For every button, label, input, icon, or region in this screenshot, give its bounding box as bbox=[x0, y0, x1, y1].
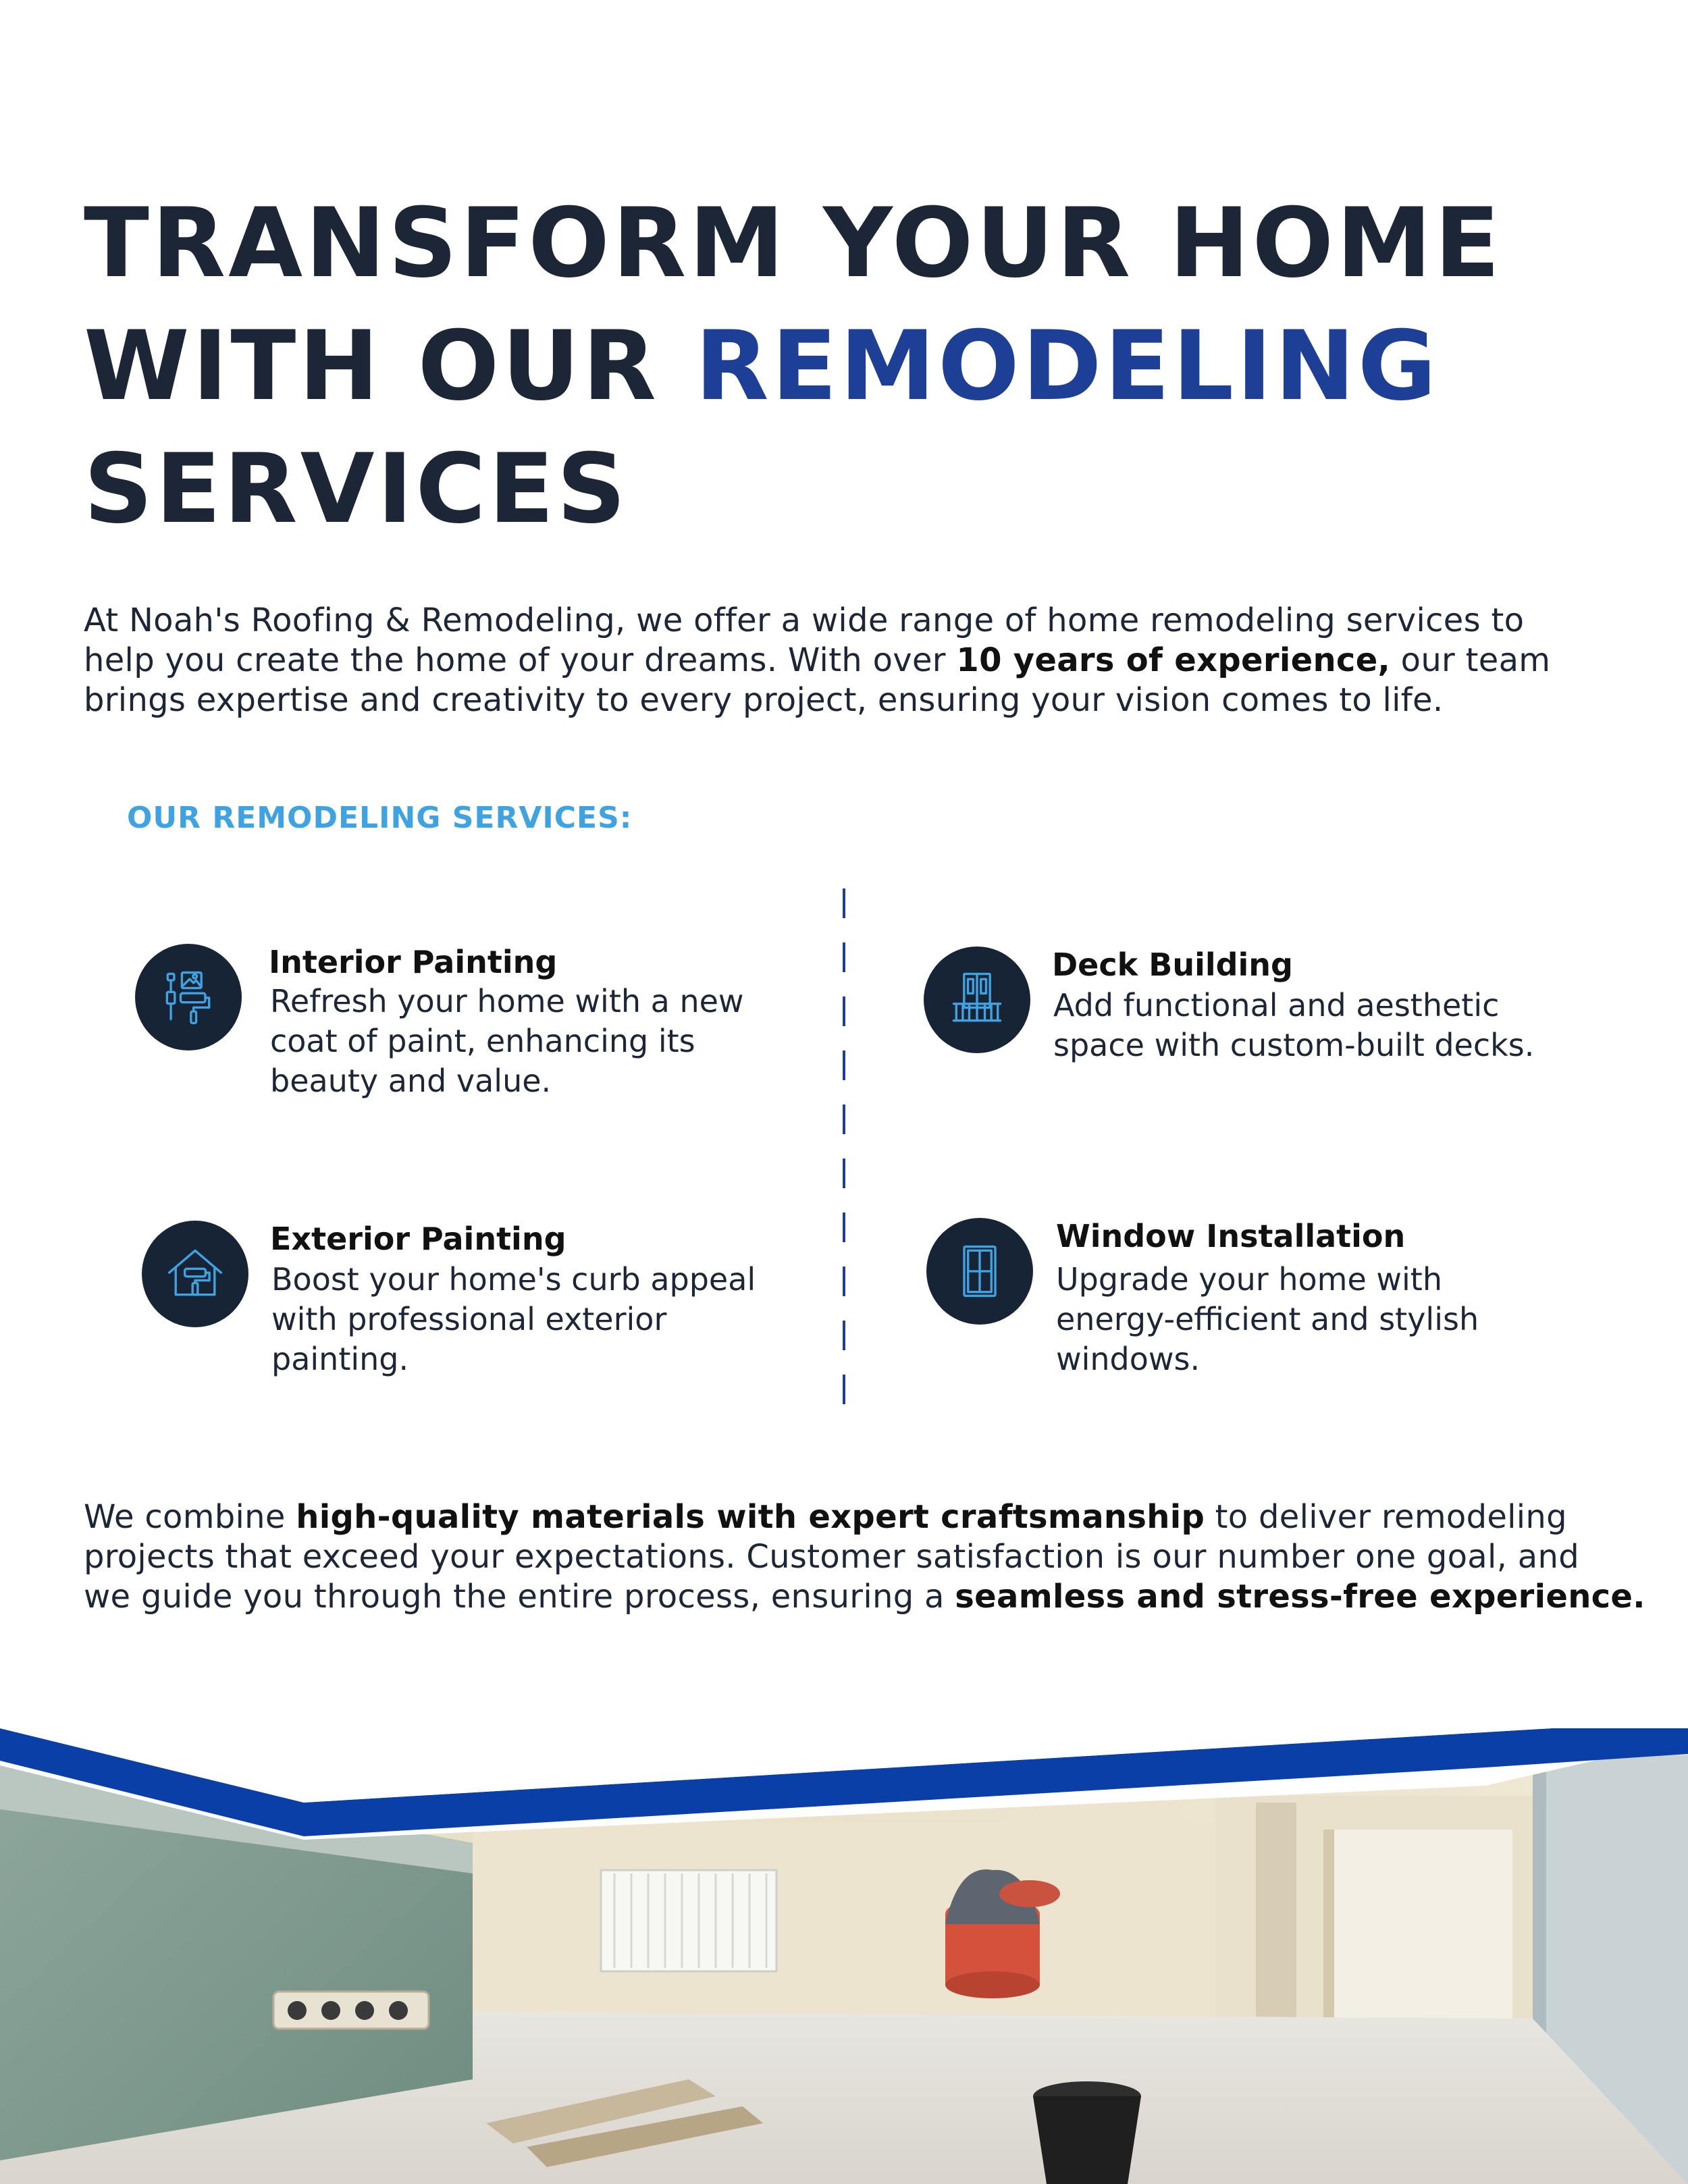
closing-line-1-post: to deliver remodeling bbox=[1205, 1498, 1567, 1536]
renovation-room-photo bbox=[0, 1728, 1688, 2184]
closing-line-2: projects that exceed your expectations. Customer satisfaction is our number one goal, and bbox=[84, 1538, 1579, 1576]
service-description-line: space with custom-built decks. bbox=[1053, 1027, 1535, 1063]
headline-line-2 bbox=[84, 305, 1502, 428]
service-description bbox=[271, 1260, 756, 1379]
intro-paragraph bbox=[84, 601, 1637, 720]
intro-highlight: 10 years of experience, bbox=[956, 641, 1391, 679]
closing-line-3-pre: we guide you through the entire process, ensuring a bbox=[84, 1578, 955, 1616]
closing-paragraph bbox=[84, 1497, 1650, 1617]
service-description-line: Upgrade your home with bbox=[1056, 1261, 1442, 1298]
service-description-line: painting. bbox=[271, 1341, 409, 1377]
intro-line-1: At Noah's Roofing & Remodeling, we offer a wide range of home remodeling services to bbox=[84, 602, 1525, 639]
service-description-line: with professional exterior bbox=[271, 1301, 667, 1337]
service-description-line: Boost your home's curb appeal bbox=[271, 1261, 756, 1298]
service-title: Interior Painting bbox=[269, 944, 558, 980]
headline-line-3: SERVICES bbox=[84, 433, 629, 545]
service-description-line: Add functional and aesthetic bbox=[1053, 987, 1500, 1023]
headline-line-2-prefix: WITH OUR bbox=[84, 311, 695, 422]
service-title: Exterior Painting bbox=[270, 1221, 566, 1257]
service-description bbox=[1053, 986, 1534, 1065]
house-roller-icon bbox=[142, 1221, 248, 1327]
page-title bbox=[84, 182, 1502, 551]
services-heading: OUR REMODELING SERVICES: bbox=[127, 801, 633, 835]
service-description-line: coat of paint, enhancing its bbox=[270, 1023, 695, 1059]
closing-line-1-pre: We combine bbox=[84, 1498, 296, 1536]
service-description-line: beauty and value. bbox=[270, 1063, 552, 1099]
headline-line-1: TRANSFORM YOUR HOME bbox=[84, 188, 1503, 299]
intro-line-2-post: our team bbox=[1390, 641, 1551, 679]
paint-roller-icon bbox=[135, 944, 242, 1050]
service-description bbox=[270, 982, 744, 1101]
intro-line-3: brings expertise and creativity to every project, ensuring your vision comes to life. bbox=[84, 681, 1444, 719]
service-description bbox=[1056, 1260, 1479, 1379]
closing-line-1 bbox=[84, 1497, 1650, 1537]
service-title: Deck Building bbox=[1052, 947, 1293, 983]
service-title: Window Installation bbox=[1056, 1218, 1406, 1254]
closing-line-3 bbox=[84, 1577, 1650, 1617]
service-description-line: windows. bbox=[1056, 1341, 1201, 1377]
closing-highlight-2: seamless and stress-free experience. bbox=[955, 1578, 1645, 1616]
closing-highlight-1: high-quality materials with expert craftsmanship bbox=[296, 1498, 1205, 1536]
services-divider bbox=[843, 888, 845, 1418]
service-description-line: energy-efficient and stylish bbox=[1056, 1301, 1479, 1337]
window-icon bbox=[926, 1218, 1033, 1325]
intro-line-2 bbox=[84, 641, 1637, 681]
intro-line-2-pre: help you create the home of your dreams. With over bbox=[84, 641, 957, 679]
service-description-line: Refresh your home with a new bbox=[270, 983, 744, 1019]
headline-accent: REMODELING bbox=[695, 311, 1440, 422]
deck-icon bbox=[924, 947, 1030, 1053]
